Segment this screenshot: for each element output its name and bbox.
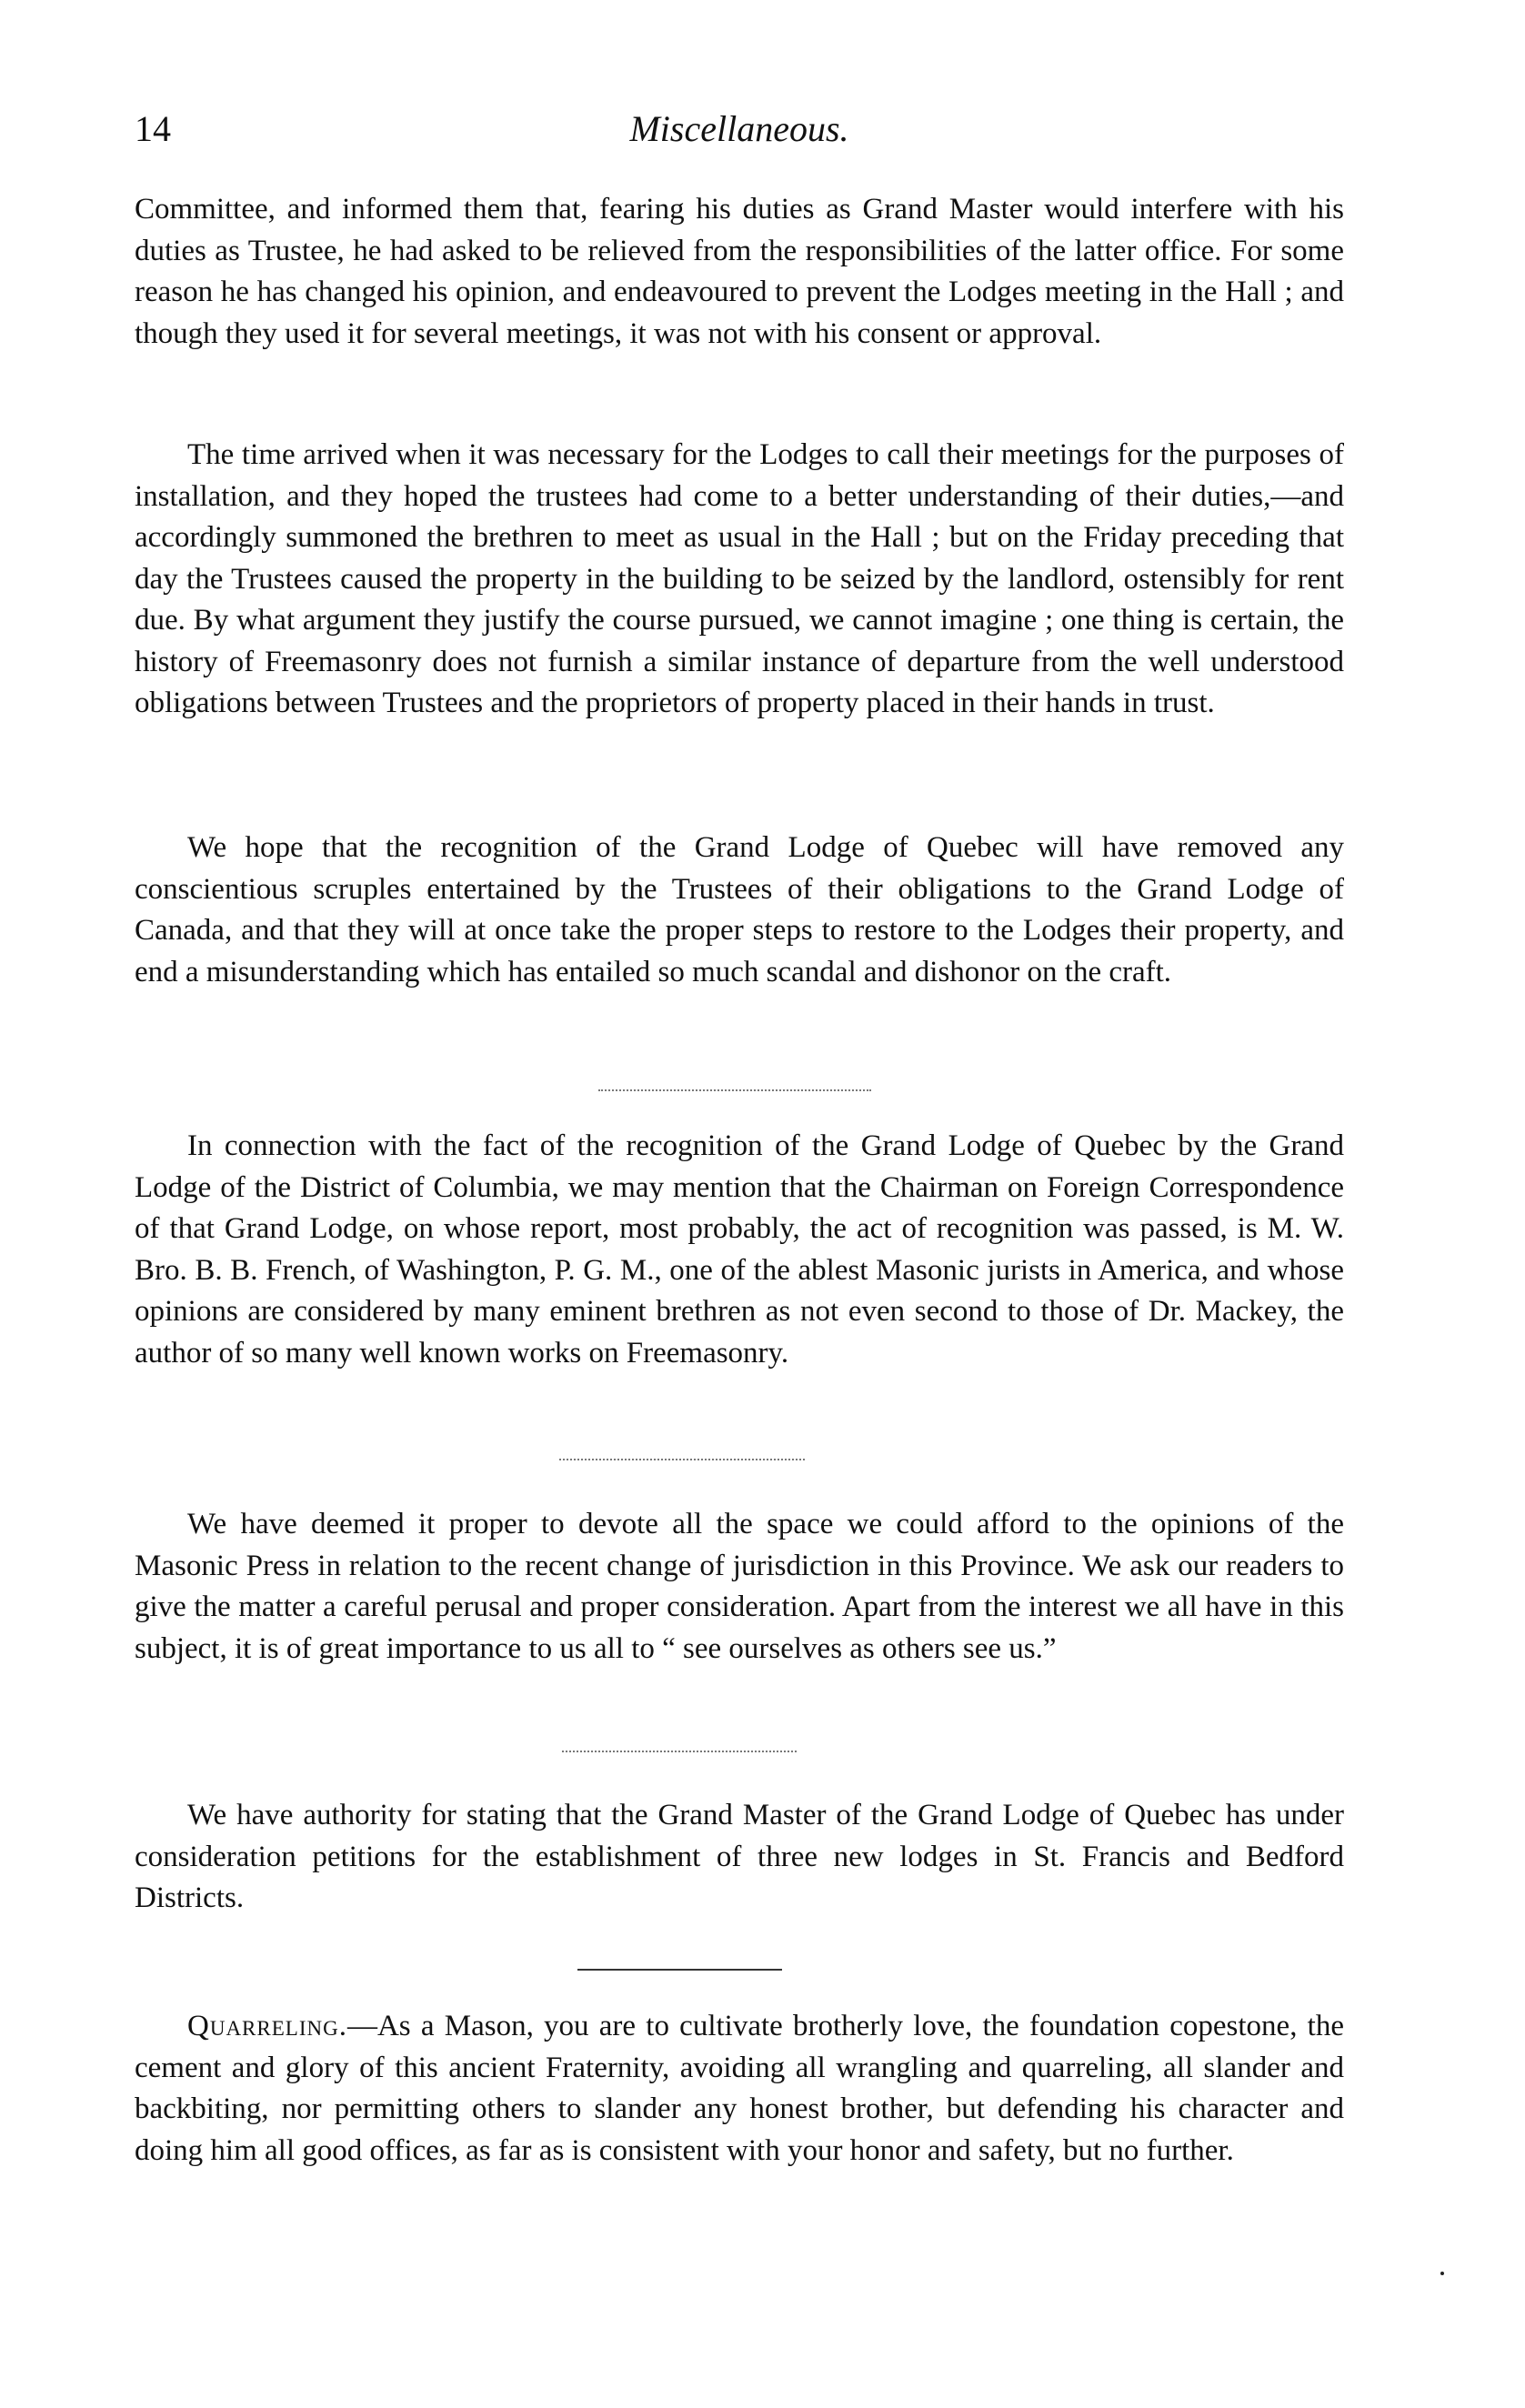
quarreling-text: —As a Mason, you are to cultivate brotherly love, the foundation copestone, the cement and glory of this ancient Fraternity, avoiding all wrangling and quarreling, all slander and backbiting, nor permitting others to slander any honest brother, but defending his character and doing him all good offices, as far as is consistent with your honor and safety, but no further.	[135, 2010, 1344, 2167]
paragraph-trustee-committee: Committee, and informed them that, fearing his duties as Grand Master would interfere with his duties as Trustee, he had asked to be relieved from the responsibilities of the latter office. For some reason he has changed his opinion, and endeavoured to prevent the Lodges meeting in the Hall ; and though they used it for several meetings, it was not with his consent or approval.	[135, 193, 1344, 350]
paragraph-quarreling	[135, 2006, 1344, 2172]
paragraph-district-of-columbia: In connection with the fact of the recognition of the Grand Lodge of Quebec by the Grand Lodge of the District of Columbia, we may mention that the Chairman on Foreign Correspondence of that Grand Lodge, on whose report, most probably, the act of recognition was passed, is M. W. Bro. B. B. French, of Washington, P. G. M., one of the ablest Masonic jurists in America, and whose opinions are considered by many eminent brethren as not even second to those of Dr. Mackey, the author of so many well known works on Freemasonry.	[135, 1129, 1344, 1370]
section-separator	[559, 1459, 805, 1460]
paragraph-masonic-press: We have deemed it proper to devote all the space we could afford to the opinions of the Masonic Press in relation to the recent change of jurisdiction in this Province. We ask our readers to give the matter a careful perusal and proper consideration. Apart from the interest we all have in this subject, it is of great importance to us all to “ see ourselves as others see us.”	[135, 1508, 1344, 1665]
paragraph-recognition-hope: We hope that the recognition of the Grand Lodge of Quebec will have removed any conscientious scruples entertained by the Trustees of their obligations to the Grand Lodge of Canada, and that they will at once take the proper steps to restore to the Lodges their property, and end a misunderstanding which has entailed so much scandal and dishonor on the craft.	[135, 831, 1344, 988]
section-rule	[577, 1969, 782, 1971]
running-title: Miscellaneous.	[629, 108, 849, 149]
paragraph-new-lodges: We have authority for stating that the Grand Master of the Grand Lodge of Quebec has under consideration petitions for the establishment of three new lodges in St. Francis and Bedford Districts.	[135, 1799, 1344, 1914]
print-speck	[1440, 2272, 1444, 2275]
page-number: 14	[135, 108, 171, 149]
paragraph-lodges-meetings: The time arrived when it was necessary for the Lodges to call their meetings for the purposes of installation, and they hoped the trustees had come to a better understanding of their duties,—and accordingly summoned the brethren to meet as usual in the Hall ; but on the Friday preceding that day the Trustees caused the property in the building to be seized by the landlord, ostensibly for rent due. By what argument they justify the course pursued, we cannot imagine ; one thing is certain, the history of Freemasonry does not furnish a similar instance of departure from the well understood obligations between Trustees and the proprietors of property placed in their hands in trust.	[135, 438, 1344, 719]
page-header	[135, 107, 1344, 162]
section-separator	[598, 1089, 871, 1091]
section-separator	[562, 1751, 797, 1752]
quarreling-lead: Quarreling.	[187, 2010, 347, 2042]
